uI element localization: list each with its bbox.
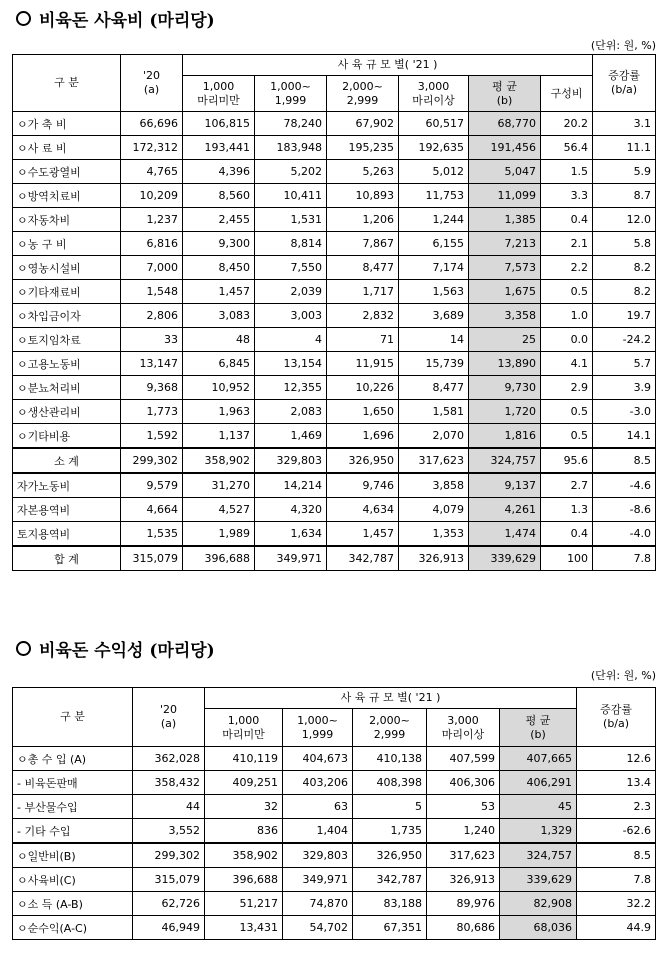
- header-scale: 사 육 규 모 별( '21 ): [183, 55, 593, 76]
- cell-value: 362,028: [133, 747, 205, 771]
- cell-value: 1.3: [541, 498, 593, 522]
- header-under-1000: 1,000 마리미만: [205, 709, 283, 747]
- cell-value: 68,770: [469, 112, 541, 136]
- row-label: ㅇ총 수 입 (A): [13, 747, 133, 771]
- cell-value: 192,635: [399, 136, 469, 160]
- cell-value: 2.3: [577, 795, 656, 819]
- table2-profit: [12, 687, 656, 940]
- cell-value: 3.9: [593, 376, 656, 400]
- cell-value: 407,599: [427, 747, 500, 771]
- cell-value: 4,320: [255, 498, 327, 522]
- cell-value: 4,765: [121, 160, 183, 184]
- cell-value: 54,702: [283, 916, 353, 940]
- table-row: [13, 747, 656, 771]
- cell-value: 44: [133, 795, 205, 819]
- header-under-1000: 1,000 마리미만: [183, 76, 255, 112]
- cell-value: 299,302: [133, 843, 205, 868]
- row-label: ㅇ기타비용: [13, 424, 121, 449]
- cell-value: 342,787: [327, 546, 399, 571]
- cell-value: 1.5: [541, 160, 593, 184]
- cell-value: 0.0: [541, 328, 593, 352]
- cell-value: 67,351: [353, 916, 427, 940]
- cell-value: 1,329: [500, 819, 577, 844]
- row-label: ㅇ일반비(B): [13, 843, 133, 868]
- cell-value: 342,787: [353, 868, 427, 892]
- cell-value: 3,003: [255, 304, 327, 328]
- row-label: ㅇ가 축 비: [13, 112, 121, 136]
- header-gubun: 구 분: [13, 55, 121, 112]
- cell-value: 11,915: [327, 352, 399, 376]
- row-label: ㅇ수도광열비: [13, 160, 121, 184]
- cell-value: 8,477: [399, 376, 469, 400]
- cell-value: 193,441: [183, 136, 255, 160]
- cell-value: 9,137: [469, 473, 541, 498]
- cell-value: 62,726: [133, 892, 205, 916]
- cell-value: 324,757: [500, 843, 577, 868]
- header-average: 평 균 (b): [469, 76, 541, 112]
- table1-cost: [12, 54, 656, 571]
- cell-value: 1,989: [183, 522, 255, 547]
- cell-value: 19.7: [593, 304, 656, 328]
- cell-value: 8,560: [183, 184, 255, 208]
- row-label: ㅇ고용노동비: [13, 352, 121, 376]
- table-row: [13, 304, 656, 328]
- cell-value: 195,235: [327, 136, 399, 160]
- row-label: 자가노동비: [13, 473, 121, 498]
- header-scale: 사 육 규 모 별( '21 ): [205, 688, 577, 709]
- cell-value: 410,119: [205, 747, 283, 771]
- row-label: 합 계: [13, 546, 121, 571]
- table-row: [13, 160, 656, 184]
- row-label: ㅇ생산관리비: [13, 400, 121, 424]
- header-1000-1999: 1,000~ 1,999: [283, 709, 353, 747]
- cell-value: 3.3: [541, 184, 593, 208]
- header-2020: '20 (a): [133, 688, 205, 747]
- cell-value: 4: [255, 328, 327, 352]
- cell-value: 1,206: [327, 208, 399, 232]
- cell-value: 406,291: [500, 771, 577, 795]
- cell-value: 1,675: [469, 280, 541, 304]
- cell-value: 68,036: [500, 916, 577, 940]
- cell-value: 89,976: [427, 892, 500, 916]
- cell-value: -62.6: [577, 819, 656, 844]
- cell-value: 13.4: [577, 771, 656, 795]
- subtotal-row: [13, 448, 656, 473]
- cell-value: 5.8: [593, 232, 656, 256]
- cell-value: 1,816: [469, 424, 541, 449]
- table-row: [13, 795, 656, 819]
- cell-value: 326,950: [327, 448, 399, 473]
- table-row: [13, 892, 656, 916]
- cell-value: 5,263: [327, 160, 399, 184]
- cell-value: 836: [205, 819, 283, 844]
- cell-value: 299,302: [121, 448, 183, 473]
- cell-value: 5.9: [593, 160, 656, 184]
- cell-value: 71: [327, 328, 399, 352]
- cell-value: 326,913: [399, 546, 469, 571]
- cell-value: 2,806: [121, 304, 183, 328]
- cell-value: 14: [399, 328, 469, 352]
- cell-value: 2.9: [541, 376, 593, 400]
- cell-value: 53: [427, 795, 500, 819]
- cell-value: 11.1: [593, 136, 656, 160]
- cell-value: 9,746: [327, 473, 399, 498]
- cell-value: 5: [353, 795, 427, 819]
- cell-value: 1,137: [183, 424, 255, 449]
- cell-value: 5,202: [255, 160, 327, 184]
- cell-value: 1,696: [327, 424, 399, 449]
- row-label: ㅇ토지임차료: [13, 328, 121, 352]
- cell-value: 1,457: [183, 280, 255, 304]
- cell-value: 8.5: [577, 843, 656, 868]
- cell-value: 82,908: [500, 892, 577, 916]
- cell-value: 7,867: [327, 232, 399, 256]
- cell-value: 1,634: [255, 522, 327, 547]
- cell-value: 3.1: [593, 112, 656, 136]
- cell-value: 1,457: [327, 522, 399, 547]
- header-2000-2999: 2,000~ 2,999: [327, 76, 399, 112]
- cell-value: 2,039: [255, 280, 327, 304]
- cell-value: 2.7: [541, 473, 593, 498]
- row-label: - 부산물수입: [13, 795, 133, 819]
- row-label: ㅇ차입금이자: [13, 304, 121, 328]
- cell-value: 0.4: [541, 522, 593, 547]
- cell-value: 329,803: [255, 448, 327, 473]
- cell-value: 339,629: [469, 546, 541, 571]
- cell-value: 5.7: [593, 352, 656, 376]
- cell-value: 9,730: [469, 376, 541, 400]
- cell-value: 326,950: [353, 843, 427, 868]
- cell-value: 1,353: [399, 522, 469, 547]
- table-row: [13, 232, 656, 256]
- cell-value: 14,214: [255, 473, 327, 498]
- row-label: ㅇ사육비(C): [13, 868, 133, 892]
- table-row: [13, 771, 656, 795]
- cell-value: 7,174: [399, 256, 469, 280]
- cell-value: 31,270: [183, 473, 255, 498]
- cell-value: 324,757: [469, 448, 541, 473]
- cell-value: -24.2: [593, 328, 656, 352]
- cell-value: 9,368: [121, 376, 183, 400]
- cell-value: 2.2: [541, 256, 593, 280]
- cell-value: 83,188: [353, 892, 427, 916]
- cell-value: 6,845: [183, 352, 255, 376]
- table-row: [13, 256, 656, 280]
- cell-value: 1,720: [469, 400, 541, 424]
- cell-value: 10,209: [121, 184, 183, 208]
- cell-value: 4.1: [541, 352, 593, 376]
- cell-value: 4,527: [183, 498, 255, 522]
- row-label: ㅇ기타재료비: [13, 280, 121, 304]
- cell-value: 45: [500, 795, 577, 819]
- cell-value: 410,138: [353, 747, 427, 771]
- cell-value: 4,079: [399, 498, 469, 522]
- cell-value: 9,579: [121, 473, 183, 498]
- cell-value: 8.7: [593, 184, 656, 208]
- table-row: [13, 328, 656, 352]
- cell-value: 12,355: [255, 376, 327, 400]
- table-row: [13, 184, 656, 208]
- cell-value: 7,213: [469, 232, 541, 256]
- cell-value: 1,963: [183, 400, 255, 424]
- cell-value: 1,469: [255, 424, 327, 449]
- table-row: [13, 868, 656, 892]
- header-2000-2999: 2,000~ 2,999: [353, 709, 427, 747]
- cell-value: 10,226: [327, 376, 399, 400]
- cell-value: 8,450: [183, 256, 255, 280]
- cell-value: 12.0: [593, 208, 656, 232]
- cell-value: 1,404: [283, 819, 353, 844]
- row-label: - 기타 수입: [13, 819, 133, 844]
- cell-value: 13,431: [205, 916, 283, 940]
- row-label: ㅇ영농시설비: [13, 256, 121, 280]
- table1-title-text: 비육돈 사육비 (마리당): [39, 11, 215, 31]
- table-row: [13, 112, 656, 136]
- row-label: 소 계: [13, 448, 121, 473]
- table1-unit: (단위: 원, %): [590, 39, 656, 52]
- cell-value: 1,563: [399, 280, 469, 304]
- table-row: [13, 843, 656, 868]
- cell-value: 9,300: [183, 232, 255, 256]
- table-row: [13, 424, 656, 449]
- cell-value: 15,739: [399, 352, 469, 376]
- cell-value: 44.9: [577, 916, 656, 940]
- cell-value: 358,902: [183, 448, 255, 473]
- cell-value: 7,550: [255, 256, 327, 280]
- row-label: - 비육돈판매: [13, 771, 133, 795]
- table2-unit: (단위: 원, %): [590, 669, 656, 682]
- cell-value: 78,240: [255, 112, 327, 136]
- cell-value: 317,623: [427, 843, 500, 868]
- cell-value: 315,079: [133, 868, 205, 892]
- cell-value: 1,592: [121, 424, 183, 449]
- cell-value: 2,832: [327, 304, 399, 328]
- cell-value: -4.6: [593, 473, 656, 498]
- cell-value: 403,206: [283, 771, 353, 795]
- cell-value: 183,948: [255, 136, 327, 160]
- cell-value: 25: [469, 328, 541, 352]
- cell-value: 32.2: [577, 892, 656, 916]
- cell-value: 1,773: [121, 400, 183, 424]
- cell-value: 11,753: [399, 184, 469, 208]
- table-row: [13, 136, 656, 160]
- cell-value: 2.1: [541, 232, 593, 256]
- cell-value: 0.4: [541, 208, 593, 232]
- cell-value: 1,535: [121, 522, 183, 547]
- cell-value: 1.0: [541, 304, 593, 328]
- total-row: [13, 546, 656, 571]
- cell-value: 339,629: [500, 868, 577, 892]
- row-label: ㅇ방역치료비: [13, 184, 121, 208]
- cell-value: 317,623: [399, 448, 469, 473]
- cell-value: 404,673: [283, 747, 353, 771]
- cell-value: 60,517: [399, 112, 469, 136]
- header-ratio: 구성비: [541, 76, 593, 112]
- cell-value: 409,251: [205, 771, 283, 795]
- cell-value: 396,688: [205, 868, 283, 892]
- cell-value: 7.8: [593, 546, 656, 571]
- cell-value: 80,686: [427, 916, 500, 940]
- table-row: [13, 280, 656, 304]
- cell-value: 4,396: [183, 160, 255, 184]
- table-row: [13, 819, 656, 844]
- cell-value: 3,552: [133, 819, 205, 844]
- cell-value: 74,870: [283, 892, 353, 916]
- cell-value: 51,217: [205, 892, 283, 916]
- row-label: ㅇ농 구 비: [13, 232, 121, 256]
- table-row: [13, 473, 656, 498]
- header-2020: '20 (a): [121, 55, 183, 112]
- cell-value: 20.2: [541, 112, 593, 136]
- cell-value: 8.2: [593, 280, 656, 304]
- cell-value: 1,548: [121, 280, 183, 304]
- cell-value: 1,581: [399, 400, 469, 424]
- table2-title-text: 비육돈 수익성 (마리당): [39, 641, 215, 661]
- cell-value: 1,531: [255, 208, 327, 232]
- cell-value: 13,147: [121, 352, 183, 376]
- table1-title: [16, 6, 215, 31]
- table-row: [13, 352, 656, 376]
- cell-value: -4.0: [593, 522, 656, 547]
- header-rate: 증감률 (b/a): [593, 55, 656, 112]
- cell-value: 6,816: [121, 232, 183, 256]
- table-row: [13, 916, 656, 940]
- cell-value: 2,455: [183, 208, 255, 232]
- row-label: 토지용역비: [13, 522, 121, 547]
- cell-value: 2,070: [399, 424, 469, 449]
- cell-value: 5,012: [399, 160, 469, 184]
- header-over-3000: 3,000 마리이상: [399, 76, 469, 112]
- cell-value: 349,971: [255, 546, 327, 571]
- cell-value: -8.6: [593, 498, 656, 522]
- cell-value: 56.4: [541, 136, 593, 160]
- cell-value: 10,893: [327, 184, 399, 208]
- cell-value: 67,902: [327, 112, 399, 136]
- cell-value: 1,385: [469, 208, 541, 232]
- cell-value: 0.5: [541, 280, 593, 304]
- circle-bullet-icon: [16, 11, 31, 26]
- header-average: 평 균 (b): [500, 709, 577, 747]
- table-row: [13, 208, 656, 232]
- header-rate: 증감률 (b/a): [577, 688, 656, 747]
- row-label: ㅇ순수익(A-C): [13, 916, 133, 940]
- cell-value: 329,803: [283, 843, 353, 868]
- table2-title: [16, 636, 215, 661]
- cell-value: 32: [205, 795, 283, 819]
- cell-value: 10,411: [255, 184, 327, 208]
- cell-value: 0.5: [541, 400, 593, 424]
- cell-value: 3,858: [399, 473, 469, 498]
- cell-value: 8.5: [593, 448, 656, 473]
- cell-value: 100: [541, 546, 593, 571]
- cell-value: 14.1: [593, 424, 656, 449]
- cell-value: 48: [183, 328, 255, 352]
- cell-value: 46,949: [133, 916, 205, 940]
- cell-value: 1,735: [353, 819, 427, 844]
- cell-value: 4,261: [469, 498, 541, 522]
- cell-value: 1,237: [121, 208, 183, 232]
- cell-value: -3.0: [593, 400, 656, 424]
- table-row: [13, 400, 656, 424]
- row-label: ㅇ분뇨처리비: [13, 376, 121, 400]
- table-row: [13, 522, 656, 547]
- cell-value: 408,398: [353, 771, 427, 795]
- cell-value: 326,913: [427, 868, 500, 892]
- cell-value: 95.6: [541, 448, 593, 473]
- cell-value: 2,083: [255, 400, 327, 424]
- cell-value: 12.6: [577, 747, 656, 771]
- cell-value: 8,814: [255, 232, 327, 256]
- cell-value: 0.5: [541, 424, 593, 449]
- cell-value: 406,306: [427, 771, 500, 795]
- cell-value: 106,815: [183, 112, 255, 136]
- cell-value: 315,079: [121, 546, 183, 571]
- header-over-3000: 3,000 마리이상: [427, 709, 500, 747]
- cell-value: 66,696: [121, 112, 183, 136]
- cell-value: 358,902: [205, 843, 283, 868]
- circle-bullet-icon: [16, 641, 31, 656]
- cell-value: 172,312: [121, 136, 183, 160]
- cell-value: 1,717: [327, 280, 399, 304]
- cell-value: 3,358: [469, 304, 541, 328]
- cell-value: 1,240: [427, 819, 500, 844]
- row-label: ㅇ소 득 (A-B): [13, 892, 133, 916]
- cell-value: 1,244: [399, 208, 469, 232]
- header-1000-1999: 1,000~ 1,999: [255, 76, 327, 112]
- table-row: [13, 376, 656, 400]
- row-label: 자본용역비: [13, 498, 121, 522]
- cell-value: 8,477: [327, 256, 399, 280]
- cell-value: 10,952: [183, 376, 255, 400]
- cell-value: 7,000: [121, 256, 183, 280]
- cell-value: 7,573: [469, 256, 541, 280]
- cell-value: 13,154: [255, 352, 327, 376]
- cell-value: 6,155: [399, 232, 469, 256]
- cell-value: 407,665: [500, 747, 577, 771]
- header-gubun: 구 분: [13, 688, 133, 747]
- cell-value: 8.2: [593, 256, 656, 280]
- cell-value: 396,688: [183, 546, 255, 571]
- cell-value: 33: [121, 328, 183, 352]
- cell-value: 3,083: [183, 304, 255, 328]
- cell-value: 7.8: [577, 868, 656, 892]
- cell-value: 1,650: [327, 400, 399, 424]
- cell-value: 349,971: [283, 868, 353, 892]
- table-row: [13, 498, 656, 522]
- cell-value: 191,456: [469, 136, 541, 160]
- cell-value: 11,099: [469, 184, 541, 208]
- cell-value: 4,664: [121, 498, 183, 522]
- row-label: ㅇ자동차비: [13, 208, 121, 232]
- row-label: ㅇ사 료 비: [13, 136, 121, 160]
- cell-value: 3,689: [399, 304, 469, 328]
- cell-value: 5,047: [469, 160, 541, 184]
- cell-value: 63: [283, 795, 353, 819]
- cell-value: 1,474: [469, 522, 541, 547]
- cell-value: 4,634: [327, 498, 399, 522]
- cell-value: 358,432: [133, 771, 205, 795]
- cell-value: 13,890: [469, 352, 541, 376]
